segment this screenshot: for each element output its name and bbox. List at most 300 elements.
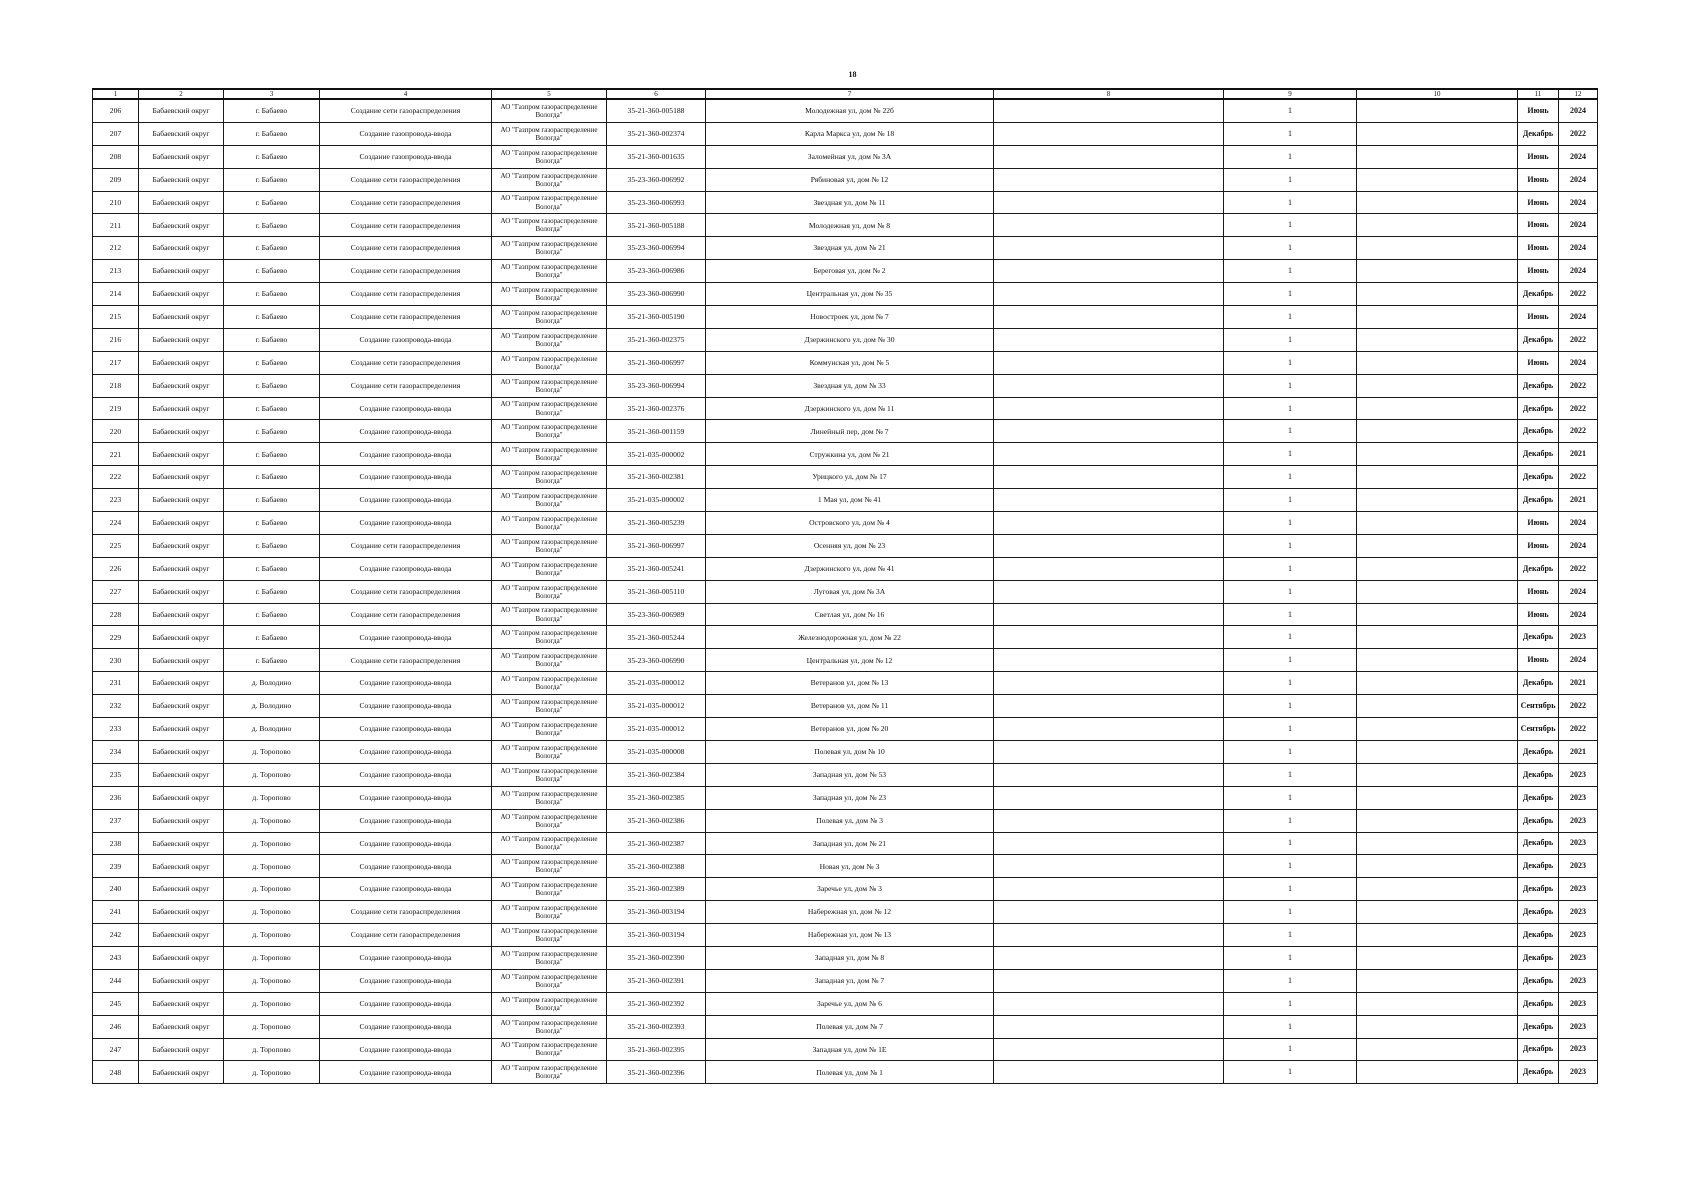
year-cell: 2023 [1559, 832, 1598, 855]
quantity-cell: 1 [1224, 718, 1357, 741]
empty-cell [1357, 626, 1518, 649]
organization-cell: АО "Газпром газораспределение Вологда" [492, 901, 607, 924]
address-cell: Островского ул, дом № 4 [706, 512, 994, 535]
month-cell: Июнь [1518, 260, 1559, 283]
table-row [93, 763, 1598, 786]
quantity-cell: 1 [1224, 420, 1357, 443]
locality-cell: д. Володино [224, 672, 320, 695]
address-cell: Карла Маркса ул, дом № 18 [706, 122, 994, 145]
quantity-cell: 1 [1224, 786, 1357, 809]
organization-cell: АО "Газпром газораспределение Вологда" [492, 168, 607, 191]
work-type-cell: Создание сети газораспределения [320, 603, 492, 626]
empty-cell [1357, 1061, 1518, 1084]
empty-cell [994, 466, 1224, 489]
locality-cell: г. Бабаево [224, 168, 320, 191]
locality-cell: д. Торопово [224, 1038, 320, 1061]
code-cell: 35-21-360-002390 [607, 946, 706, 969]
district-cell: Бабаевский округ [139, 832, 224, 855]
locality-cell: д. Торопово [224, 969, 320, 992]
column-number: 5 [492, 89, 607, 99]
work-type-cell: Создание сети газораспределения [320, 260, 492, 283]
table-row [93, 168, 1598, 191]
address-cell: Ветеранов ул, дом № 11 [706, 695, 994, 718]
address-cell: Линейный пер, дом № 7 [706, 420, 994, 443]
empty-cell [1357, 237, 1518, 260]
table-row [93, 328, 1598, 351]
work-type-cell: Создание газопровода-ввода [320, 328, 492, 351]
code-cell: 35-23-360-006994 [607, 374, 706, 397]
month-cell: Июнь [1518, 580, 1559, 603]
address-cell: Молодежная ул, дом № 8 [706, 214, 994, 237]
organization-cell: АО "Газпром газораспределение Вологда" [492, 718, 607, 741]
row-number-cell: 209 [93, 168, 139, 191]
empty-cell [1357, 260, 1518, 283]
empty-cell [1357, 420, 1518, 443]
empty-cell [994, 878, 1224, 901]
empty-cell [1357, 672, 1518, 695]
empty-cell [994, 397, 1224, 420]
table-row [93, 534, 1598, 557]
district-cell: Бабаевский округ [139, 580, 224, 603]
locality-cell: д. Торопово [224, 809, 320, 832]
address-cell: Коммунская ул, дом № 5 [706, 351, 994, 374]
empty-cell [1357, 443, 1518, 466]
empty-cell [1357, 946, 1518, 969]
work-type-cell: Создание газопровода-ввода [320, 512, 492, 535]
year-cell: 2023 [1559, 969, 1598, 992]
empty-cell [994, 145, 1224, 168]
table-row [93, 374, 1598, 397]
gas-network-table [92, 88, 1598, 1084]
locality-cell: г. Бабаево [224, 512, 320, 535]
locality-cell: д. Торопово [224, 786, 320, 809]
organization-cell: АО "Газпром газораспределение Вологда" [492, 695, 607, 718]
code-cell: 35-21-360-001635 [607, 145, 706, 168]
district-cell: Бабаевский округ [139, 1015, 224, 1038]
code-cell: 35-21-360-002386 [607, 809, 706, 832]
code-cell: 35-21-360-005188 [607, 214, 706, 237]
month-cell: Декабрь [1518, 878, 1559, 901]
district-cell: Бабаевский округ [139, 603, 224, 626]
work-type-cell: Создание газопровода-ввода [320, 992, 492, 1015]
work-type-cell: Создание газопровода-ввода [320, 946, 492, 969]
work-type-cell: Создание сети газораспределения [320, 306, 492, 329]
address-cell: Заречье ул, дом № 3 [706, 878, 994, 901]
locality-cell: г. Бабаево [224, 626, 320, 649]
empty-cell [1357, 466, 1518, 489]
work-type-cell: Создание газопровода-ввода [320, 626, 492, 649]
year-cell: 2023 [1559, 901, 1598, 924]
month-cell: Декабрь [1518, 557, 1559, 580]
work-type-cell: Создание газопровода-ввода [320, 809, 492, 832]
empty-cell [1357, 1015, 1518, 1038]
work-type-cell: Создание сети газораспределения [320, 901, 492, 924]
quantity-cell: 1 [1224, 557, 1357, 580]
organization-cell: АО "Газпром газораспределение Вологда" [492, 649, 607, 672]
empty-cell [1357, 557, 1518, 580]
quantity-cell: 1 [1224, 351, 1357, 374]
year-cell: 2024 [1559, 649, 1598, 672]
locality-cell: д. Торопово [224, 992, 320, 1015]
table-row [93, 512, 1598, 535]
locality-cell: г. Бабаево [224, 466, 320, 489]
district-cell: Бабаевский округ [139, 374, 224, 397]
quantity-cell: 1 [1224, 1061, 1357, 1084]
year-cell: 2024 [1559, 99, 1598, 122]
district-cell: Бабаевский округ [139, 626, 224, 649]
work-type-cell: Создание сети газораспределения [320, 99, 492, 122]
code-cell: 35-21-360-005241 [607, 557, 706, 580]
column-number: 10 [1357, 89, 1518, 99]
organization-cell: АО "Газпром газораспределение Вологда" [492, 924, 607, 947]
organization-cell: АО "Газпром газораспределение Вологда" [492, 214, 607, 237]
month-cell: Июнь [1518, 649, 1559, 672]
code-cell: 35-21-360-002384 [607, 763, 706, 786]
row-number-cell: 213 [93, 260, 139, 283]
empty-cell [994, 283, 1224, 306]
locality-cell: д. Торопово [224, 1061, 320, 1084]
organization-cell: АО "Газпром газораспределение Вологда" [492, 763, 607, 786]
empty-cell [994, 557, 1224, 580]
row-number-cell: 210 [93, 191, 139, 214]
quantity-cell: 1 [1224, 832, 1357, 855]
month-cell: Декабрь [1518, 443, 1559, 466]
row-number-cell: 211 [93, 214, 139, 237]
month-cell: Декабрь [1518, 786, 1559, 809]
organization-cell: АО "Газпром газораспределение Вологда" [492, 855, 607, 878]
row-number-cell: 234 [93, 740, 139, 763]
column-number: 9 [1224, 89, 1357, 99]
locality-cell: г. Бабаево [224, 649, 320, 672]
empty-cell [1357, 489, 1518, 512]
empty-cell [994, 122, 1224, 145]
code-cell: 35-21-360-002388 [607, 855, 706, 878]
work-type-cell: Создание газопровода-ввода [320, 466, 492, 489]
quantity-cell: 1 [1224, 1015, 1357, 1038]
empty-cell [994, 946, 1224, 969]
empty-cell [1357, 397, 1518, 420]
month-cell: Декабрь [1518, 283, 1559, 306]
work-type-cell: Создание сети газораспределения [320, 237, 492, 260]
year-cell: 2022 [1559, 718, 1598, 741]
work-type-cell: Создание газопровода-ввода [320, 786, 492, 809]
table-row [93, 809, 1598, 832]
code-cell: 35-23-360-006994 [607, 237, 706, 260]
locality-cell: г. Бабаево [224, 122, 320, 145]
address-cell: Осенняя ул, дом № 23 [706, 534, 994, 557]
empty-cell [994, 1015, 1224, 1038]
organization-cell: АО "Газпром газораспределение Вологда" [492, 191, 607, 214]
organization-cell: АО "Газпром газораспределение Вологда" [492, 672, 607, 695]
year-cell: 2021 [1559, 489, 1598, 512]
empty-cell [1357, 214, 1518, 237]
address-cell: Дзержинского ул, дом № 41 [706, 557, 994, 580]
empty-cell [994, 443, 1224, 466]
locality-cell: г. Бабаево [224, 237, 320, 260]
table-row [93, 557, 1598, 580]
row-number-cell: 235 [93, 763, 139, 786]
district-cell: Бабаевский округ [139, 99, 224, 122]
empty-cell [994, 924, 1224, 947]
row-number-cell: 242 [93, 924, 139, 947]
empty-cell [1357, 924, 1518, 947]
work-type-cell: Создание газопровода-ввода [320, 878, 492, 901]
organization-cell: АО "Газпром газораспределение Вологда" [492, 740, 607, 763]
address-cell: Ветеранов ул, дом № 20 [706, 718, 994, 741]
table-row [93, 672, 1598, 695]
work-type-cell: Создание газопровода-ввода [320, 420, 492, 443]
address-cell: Светлая ул, дом № 16 [706, 603, 994, 626]
year-cell: 2022 [1559, 374, 1598, 397]
code-cell: 35-21-360-005110 [607, 580, 706, 603]
table-row [93, 855, 1598, 878]
address-cell: Береговая ул, дом № 2 [706, 260, 994, 283]
year-cell: 2022 [1559, 122, 1598, 145]
district-cell: Бабаевский округ [139, 283, 224, 306]
organization-cell: АО "Газпром газораспределение Вологда" [492, 237, 607, 260]
organization-cell: АО "Газпром газораспределение Вологда" [492, 145, 607, 168]
quantity-cell: 1 [1224, 397, 1357, 420]
address-cell: Стружкина ул, дом № 21 [706, 443, 994, 466]
code-cell: 35-21-360-005239 [607, 512, 706, 535]
empty-cell [1357, 374, 1518, 397]
row-number-cell: 239 [93, 855, 139, 878]
locality-cell: г. Бабаево [224, 260, 320, 283]
row-number-cell: 212 [93, 237, 139, 260]
month-cell: Июнь [1518, 168, 1559, 191]
empty-cell [994, 763, 1224, 786]
code-cell: 35-21-360-006997 [607, 534, 706, 557]
table-row [93, 718, 1598, 741]
organization-cell: АО "Газпром газораспределение Вологда" [492, 534, 607, 557]
row-number-cell: 246 [93, 1015, 139, 1038]
code-cell: 35-21-360-002376 [607, 397, 706, 420]
district-cell: Бабаевский округ [139, 306, 224, 329]
work-type-cell: Создание газопровода-ввода [320, 443, 492, 466]
empty-cell [994, 534, 1224, 557]
month-cell: Декабрь [1518, 946, 1559, 969]
year-cell: 2023 [1559, 786, 1598, 809]
locality-cell: г. Бабаево [224, 489, 320, 512]
work-type-cell: Создание газопровода-ввода [320, 145, 492, 168]
empty-cell [994, 512, 1224, 535]
year-cell: 2021 [1559, 740, 1598, 763]
code-cell: 35-21-035-000012 [607, 695, 706, 718]
quantity-cell: 1 [1224, 489, 1357, 512]
district-cell: Бабаевский округ [139, 122, 224, 145]
year-cell: 2022 [1559, 557, 1598, 580]
table-row [93, 786, 1598, 809]
empty-cell [1357, 649, 1518, 672]
address-cell: Полевая ул, дом № 7 [706, 1015, 994, 1038]
year-cell: 2023 [1559, 1015, 1598, 1038]
organization-cell: АО "Газпром газораспределение Вологда" [492, 786, 607, 809]
table-row [93, 466, 1598, 489]
address-cell: Центральная ул, дом № 12 [706, 649, 994, 672]
year-cell: 2022 [1559, 420, 1598, 443]
year-cell: 2023 [1559, 855, 1598, 878]
table-row [93, 145, 1598, 168]
row-number-cell: 228 [93, 603, 139, 626]
district-cell: Бабаевский округ [139, 420, 224, 443]
district-cell: Бабаевский округ [139, 489, 224, 512]
row-number-cell: 248 [93, 1061, 139, 1084]
quantity-cell: 1 [1224, 992, 1357, 1015]
quantity-cell: 1 [1224, 145, 1357, 168]
organization-cell: АО "Газпром газораспределение Вологда" [492, 557, 607, 580]
locality-cell: г. Бабаево [224, 328, 320, 351]
address-cell: Заломейная ул, дом № 3А [706, 145, 994, 168]
quantity-cell: 1 [1224, 443, 1357, 466]
empty-cell [1357, 283, 1518, 306]
address-cell: Дзержинского ул, дом № 11 [706, 397, 994, 420]
empty-cell [994, 351, 1224, 374]
column-number: 11 [1518, 89, 1559, 99]
empty-cell [994, 168, 1224, 191]
code-cell: 35-21-360-005244 [607, 626, 706, 649]
address-cell: Заречье ул, дом № 6 [706, 992, 994, 1015]
code-cell: 35-23-360-006989 [607, 603, 706, 626]
work-type-cell: Создание сети газораспределения [320, 649, 492, 672]
work-type-cell: Создание газопровода-ввода [320, 969, 492, 992]
year-cell: 2022 [1559, 466, 1598, 489]
table-row [93, 626, 1598, 649]
row-number-cell: 236 [93, 786, 139, 809]
address-cell: Западная ул, дом № 8 [706, 946, 994, 969]
code-cell: 35-21-360-005188 [607, 99, 706, 122]
year-cell: 2023 [1559, 626, 1598, 649]
organization-cell: АО "Газпром газораспределение Вологда" [492, 420, 607, 443]
column-number: 6 [607, 89, 706, 99]
table-row [93, 237, 1598, 260]
quantity-cell: 1 [1224, 99, 1357, 122]
organization-cell: АО "Газпром газораспределение Вологда" [492, 397, 607, 420]
row-number-cell: 230 [93, 649, 139, 672]
year-cell: 2023 [1559, 809, 1598, 832]
quantity-cell: 1 [1224, 901, 1357, 924]
quantity-cell: 1 [1224, 946, 1357, 969]
address-cell: Новая ул, дом № 3 [706, 855, 994, 878]
work-type-cell: Создание газопровода-ввода [320, 672, 492, 695]
locality-cell: г. Бабаево [224, 191, 320, 214]
empty-cell [994, 580, 1224, 603]
table-row [93, 191, 1598, 214]
code-cell: 35-21-360-002381 [607, 466, 706, 489]
locality-cell: г. Бабаево [224, 145, 320, 168]
locality-cell: г. Бабаево [224, 557, 320, 580]
district-cell: Бабаевский округ [139, 328, 224, 351]
row-number-cell: 227 [93, 580, 139, 603]
empty-cell [1357, 763, 1518, 786]
empty-cell [994, 191, 1224, 214]
organization-cell: АО "Газпром газораспределение Вологда" [492, 328, 607, 351]
empty-cell [994, 626, 1224, 649]
year-cell: 2021 [1559, 672, 1598, 695]
address-cell: Урицкого ул, дом № 17 [706, 466, 994, 489]
quantity-cell: 1 [1224, 763, 1357, 786]
district-cell: Бабаевский округ [139, 214, 224, 237]
month-cell: Декабрь [1518, 924, 1559, 947]
column-number: 8 [994, 89, 1224, 99]
code-cell: 35-21-360-003194 [607, 924, 706, 947]
row-number-cell: 220 [93, 420, 139, 443]
year-cell: 2021 [1559, 443, 1598, 466]
work-type-cell: Создание газопровода-ввода [320, 763, 492, 786]
quantity-cell: 1 [1224, 695, 1357, 718]
empty-cell [1357, 145, 1518, 168]
district-cell: Бабаевский округ [139, 878, 224, 901]
quantity-cell: 1 [1224, 122, 1357, 145]
organization-cell: АО "Газпром газораспределение Вологда" [492, 489, 607, 512]
empty-cell [994, 237, 1224, 260]
month-cell: Декабрь [1518, 374, 1559, 397]
month-cell: Декабрь [1518, 901, 1559, 924]
code-cell: 35-23-360-006986 [607, 260, 706, 283]
locality-cell: г. Бабаево [224, 283, 320, 306]
work-type-cell: Создание газопровода-ввода [320, 489, 492, 512]
quantity-cell: 1 [1224, 328, 1357, 351]
work-type-cell: Создание газопровода-ввода [320, 1038, 492, 1061]
address-cell: Ветеранов ул, дом № 13 [706, 672, 994, 695]
district-cell: Бабаевский округ [139, 1061, 224, 1084]
month-cell: Декабрь [1518, 763, 1559, 786]
organization-cell: АО "Газпром газораспределение Вологда" [492, 512, 607, 535]
code-cell: 35-23-360-006993 [607, 191, 706, 214]
row-number-cell: 245 [93, 992, 139, 1015]
district-cell: Бабаевский округ [139, 191, 224, 214]
year-cell: 2024 [1559, 534, 1598, 557]
table-row [93, 283, 1598, 306]
code-cell: 35-21-360-002393 [607, 1015, 706, 1038]
quantity-cell: 1 [1224, 374, 1357, 397]
month-cell: Июнь [1518, 191, 1559, 214]
empty-cell [1357, 168, 1518, 191]
locality-cell: г. Бабаево [224, 443, 320, 466]
empty-cell [994, 695, 1224, 718]
row-number-cell: 241 [93, 901, 139, 924]
month-cell: Декабрь [1518, 1015, 1559, 1038]
empty-cell [1357, 122, 1518, 145]
empty-cell [1357, 534, 1518, 557]
quantity-cell: 1 [1224, 580, 1357, 603]
column-number: 7 [706, 89, 994, 99]
work-type-cell: Создание сети газораспределения [320, 534, 492, 557]
month-cell: Июнь [1518, 351, 1559, 374]
page-number: 18 [848, 70, 857, 79]
empty-cell [994, 786, 1224, 809]
address-cell: Новостроек ул, дом № 7 [706, 306, 994, 329]
row-number-cell: 207 [93, 122, 139, 145]
organization-cell: АО "Газпром газораспределение Вологда" [492, 1038, 607, 1061]
quantity-cell: 1 [1224, 466, 1357, 489]
month-cell: Декабрь [1518, 1061, 1559, 1084]
work-type-cell: Создание газопровода-ввода [320, 557, 492, 580]
empty-cell [994, 832, 1224, 855]
month-cell: Декабрь [1518, 672, 1559, 695]
district-cell: Бабаевский округ [139, 763, 224, 786]
work-type-cell: Создание газопровода-ввода [320, 832, 492, 855]
year-cell: 2024 [1559, 580, 1598, 603]
code-cell: 35-21-035-000008 [607, 740, 706, 763]
district-cell: Бабаевский округ [139, 351, 224, 374]
organization-cell: АО "Газпром газораспределение Вологда" [492, 466, 607, 489]
address-cell: Западная ул, дом № 23 [706, 786, 994, 809]
code-cell: 35-21-035-000012 [607, 718, 706, 741]
district-cell: Бабаевский округ [139, 443, 224, 466]
row-number-cell: 237 [93, 809, 139, 832]
month-cell: Декабрь [1518, 466, 1559, 489]
month-cell: Декабрь [1518, 969, 1559, 992]
